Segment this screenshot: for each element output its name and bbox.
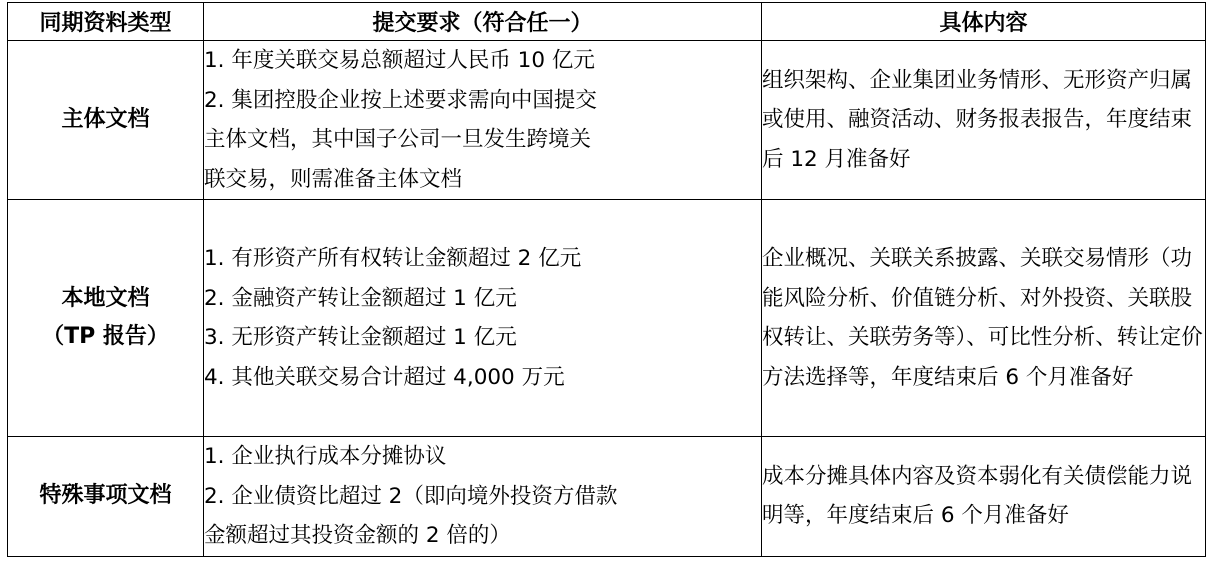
document-type-sublabel: （TP 报告）	[42, 324, 169, 349]
sync-documentation-table	[7, 2, 1206, 557]
document-type-cell	[8, 437, 204, 557]
requirement-line: 4. 其他关联交易合计超过 4,000 万元	[204, 364, 565, 390]
header-row	[8, 3, 1206, 41]
requirement-line: 1. 有形资产所有权转让金额超过 2 亿元	[204, 246, 582, 271]
content-cell	[762, 437, 1206, 557]
requirements-cell	[204, 437, 762, 557]
requirement-line: 1. 企业执行成本分摊协议	[204, 444, 447, 469]
requirement-line: 2. 金融资产转让金额超过 1 亿元	[204, 285, 517, 311]
requirement-line: 2. 集团控股企业按上述要求需向中国提交	[204, 87, 597, 113]
document-type-label: 主体文档	[61, 107, 150, 132]
table-row	[8, 41, 1206, 200]
table-row	[8, 437, 1206, 557]
document-type-label: 特殊事项文档	[39, 483, 172, 509]
content-cell	[762, 200, 1206, 437]
header-specific-content: 具体内容	[762, 3, 1206, 41]
requirement-line: 金额超过其投资金额的 2 倍的）	[204, 523, 511, 548]
requirement-line: 3. 无形资产转让金额超过 1 亿元	[204, 325, 517, 350]
content-text: 成本分摊具体内容及资本弱化有关债偿能力说明等，年度结束后 6 个月准备好	[762, 463, 1193, 529]
header-submission-requirements: 提交要求（符合任一）	[204, 3, 762, 41]
requirement-line: 联交易，则需准备主体文档	[204, 166, 463, 192]
requirement-line: 1. 年度关联交易总额超过人民币 10 亿元	[204, 48, 595, 73]
content-text: 组织架构、企业集团业务情形、无形资产归属或使用、融资活动、财务报表报告，年度结束后 12 月准备好	[762, 67, 1193, 172]
content-text: 企业概况、关联关系披露、关联交易情形（功能风险分析、价值链分析、对外投资、关联股权转让、关联劳务等）、可比性分析、转让定价方法选择等，年度结束后 6 个月准备好	[762, 246, 1203, 390]
content-cell	[762, 41, 1206, 200]
table-row	[8, 200, 1206, 437]
document-type-cell	[8, 200, 204, 437]
document-type-label: 本地文档	[61, 286, 150, 311]
requirements-cell	[204, 41, 762, 200]
document-type-cell	[8, 41, 204, 200]
requirement-line: 2. 企业债资比超过 2（即向境外投资方借款	[204, 483, 618, 509]
requirement-line: 主体文档，其中国子公司一旦发生跨境关	[204, 127, 592, 152]
requirements-cell	[204, 200, 762, 437]
header-document-type: 同期资料类型	[8, 3, 204, 41]
